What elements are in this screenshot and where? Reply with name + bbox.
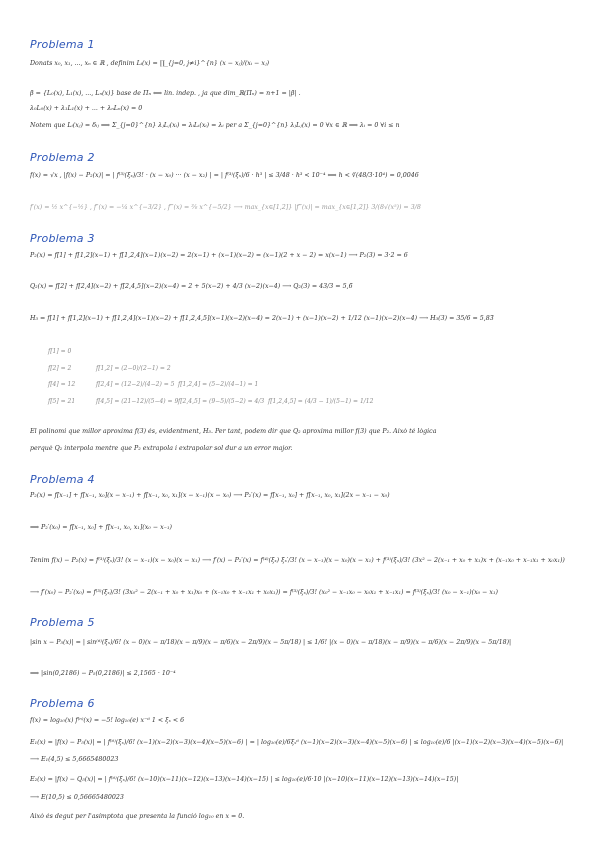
problem-3-conclusion: El polinomi que millor aproxima f(3) és, evidentment, H₃. Per tant, podem dir que Q₂ aproxima millor f(3) que P₂. Això té lògica <box>30 428 437 435</box>
problem-3-conclusion: perquè Q₂ interpola mentre que P₂ extrapola i extrapolar sol dur a un error major. <box>30 445 293 452</box>
problem-1-line: Notem que Lᵢ(xⱼ) = δᵢⱼ ⟹ Σ_{j=0}^{n} λⱼLⱼ(xᵢ) = λᵢLᵢ(xᵢ) = λᵢ per a Σ_{j=0}^{n} λⱼLⱼ(x) = 0 ∀x ∈ ℝ ⟹ λᵢ = 0 ∀i ≤ n <box>30 122 400 129</box>
divided-difference: f[2,4] = (12−2)/(4−2) = 5 <box>96 381 175 388</box>
divided-difference: f[5] = 21 <box>48 398 76 405</box>
problem-6-line: f(x) = log₁₀(x) f⁽ⁿ⁾(x) = −5! log₁₀(e) x⁻⁶ 1 < ξₓ < 6 <box>30 717 185 724</box>
divided-difference: f[1,2,4,5] = (4/3 − 1)/(5−1) = 1/12 <box>268 398 374 405</box>
problem-1-line: β = {L₀(x), L₁(x), ..., Lₙ(x)} base de Πₙ ⟺ lin. indep. , ja que dim_ℝ(Πₙ) = n+1 = |β| . <box>30 90 301 97</box>
problem-6-conclusion: Això és degut per l'asímptota que presenta la funció log₁₀ en x = 0. <box>30 813 245 820</box>
problem-3-line: Q₂(x) = f[2] + f[2,4](x−2) + f[2,4,5](x−2)(x−4) = 2 + 5(x−2) + 4/3 (x−2)(x−4) ⟶ Q₂(3) = 43/3 = 5,6̂ <box>30 283 353 290</box>
problem-6-line: E₂(x) = |f(x) − Q₅(x)| = | f⁽⁶⁾(ξₓ)/6! (x−10)(x−11)(x−12)(x−13)(x−14)(x−15) | ≤ log₁₀(e)/6·10 |(x−10)(x−11)(x−12)(x−13)(x−14)(x−15)| <box>30 776 459 783</box>
divided-difference: f[1] = 0 <box>48 348 72 355</box>
problem-3-line: H₃ = f[1] + f[1,2](x−1) + f[1,2,4](x−1)(x−2) + f[1,2,4,5](x−1)(x−2)(x−4) = 2(x−1) + (x−1)(x−2) + 1/12 (x−1)(x−2)(x−4) ⟶ H₃(3) = 35/6 = 5,83̂ <box>30 315 494 322</box>
problem-6-line: E₁(x) = |f(x) − P₅(x)| = | f⁽⁶⁾(ξₓ)/6! (x−1)(x−2)(x−3)(x−4)(x−5)(x−6) | = | log₁₀(e)/6ξₓ⁶ (x−1)(x−2)(x−3)(x−4)(x−5)(x−6) | ≤ log₁₀(e)/6 |(x−1)(x−2)(x−3)(x−4)(x−5)(x−6)| <box>30 739 564 746</box>
problem-2-title: Problema 2 <box>30 151 95 164</box>
problem-6-title: Problema 6 <box>30 697 95 710</box>
problem-4-line: Tenim f(x) − P₂(x) = f⁽³⁾(ξₓ)/3! (x − x₋₁)(x − x₀)(x − x₁) ⟶ f′(x) − P₂′(x) = f⁽⁴⁾(ξₓ) ξₓ′/3! (x − x₋₁)(x − x₀)(x − x₁) + f⁽³⁾(ξₓ)/3! (3x² − 2(x₋₁ + x₀ + x₁)x + (x₋₁x₀ + x₋₁x₁ + x₀x₁)) <box>30 557 565 564</box>
divided-difference: f[1,2] = (2−0)/(2−1) = 2 <box>96 365 171 372</box>
problem-4-title: Problema 4 <box>30 473 95 486</box>
problem-4-line: P₂(x) = f[x₋₁] + f[x₋₁, x₀](x − x₋₁) + f[x₋₁, x₀, x₁](x − x₋₁)(x − x₀) ⟶ P₂′(x) = f[x₋₁, x₀] + f[x₋₁, x₀, x₁](2x − x₋₁ − x₀) <box>30 492 390 499</box>
divided-difference: f[1,2,4] = (5−2)/(4−1) = 1 <box>178 381 259 388</box>
problem-4-line: ⟶ f′(x₀) − P₂′(x₀) = f⁽³⁾(ξₓ)/3! (3x₀² − 2(x₋₁ + x₀ + x₁)x₀ + (x₋₁x₀ + x₋₁x₁ + x₀x₁)) = f⁽³⁾(ξₓ)/3! (x₀² − x₋₁x₀ − x₀x₁ + x₋₁x₁) = f⁽³⁾(ξₓ)/3! (x₀ − x₋₁)(x₀ − x₁) <box>30 589 498 596</box>
problem-3-title: Problema 3 <box>30 232 95 245</box>
problem-2-scratch-line: f′(x) = ½ x^{−½} , f″(x) = −¼ x^{−3/2} , f‴(x) = ⅜ x^{−5/2} ⟶ max_{x∈[1,2]} |f‴(x)| = max_{x∈[1,2]} 3/(8√(x⁵)) = 3/8 <box>30 204 421 211</box>
problem-5-line: ⟹ |sin(0,2186) − P₅(0,2186)| ≤ 2,1565 · 10⁻⁴ <box>30 670 176 677</box>
problem-6-line: ⟶ E(10,5) ≤ 0,56665480023 <box>30 794 124 801</box>
problem-5-title: Problema 5 <box>30 616 95 629</box>
problem-3-line: P₂(x) = f[1] + f[1,2](x−1) + f[1,2,4](x−1)(x−2) = 2(x−1) + (x−1)(x−2) = (x−1)(2 + x − 2) = x(x−1) ⟶ P₂(3) = 3·2 = 6 <box>30 252 408 259</box>
divided-difference: f[4,5] = (21−12)/(5−4) = 9 <box>96 398 179 405</box>
divided-difference: f[4] = 12 <box>48 381 76 388</box>
divided-difference: f[2,4,5] = (9−5)/(5−2) = 4/3 <box>178 398 265 405</box>
problem-5-line: |sin x − P₅(x)| = | sin⁽⁶⁾(ξₓ)/6! (x − 0)(x − π/18)(x − π/9)(x − π/6)(x − 2π/9)(x − 5π/18) | ≤ 1/6! |(x − 0)(x − π/18)(x − π/9)(x − π/6)(x − 2π/9)(x − 5π/18)| <box>30 639 512 646</box>
problem-6-line: ⟶ E₁(4,5) ≤ 5,6665480023 <box>30 756 119 763</box>
problem-4-line: ⟹ P₂′(x₀) = f[x₋₁, x₀] + f[x₋₁, x₀, x₁](x₀ − x₋₁) <box>30 524 172 531</box>
problem-1-line: Donats x₀, x₁, ..., xₙ ∈ ℝ , definim Lᵢ(x) = ∏_{j=0, j≠i}^{n} (x − xⱼ)/(xᵢ − xⱼ) <box>30 60 270 67</box>
problem-2-line: f(x) = √x , |f(x) − P₂(x)| = | f⁽³⁾(ξₓ)/3! · (x − x₀) ··· (x − x₂) | = | f⁽³⁾(ξₓ)/6 · h³ | ≤ 3/48 · h³ < 10⁻⁴ ⟺ h < ∛(48/3·10⁴) = 0,0046 <box>30 172 419 179</box>
divided-difference: f[2] = 2 <box>48 365 72 372</box>
problem-1-title: Problema 1 <box>30 38 95 51</box>
problem-1-line: λ₀L₀(x) + λ₁L₁(x) + ... + λₙLₙ(x) = 0 <box>30 105 143 112</box>
